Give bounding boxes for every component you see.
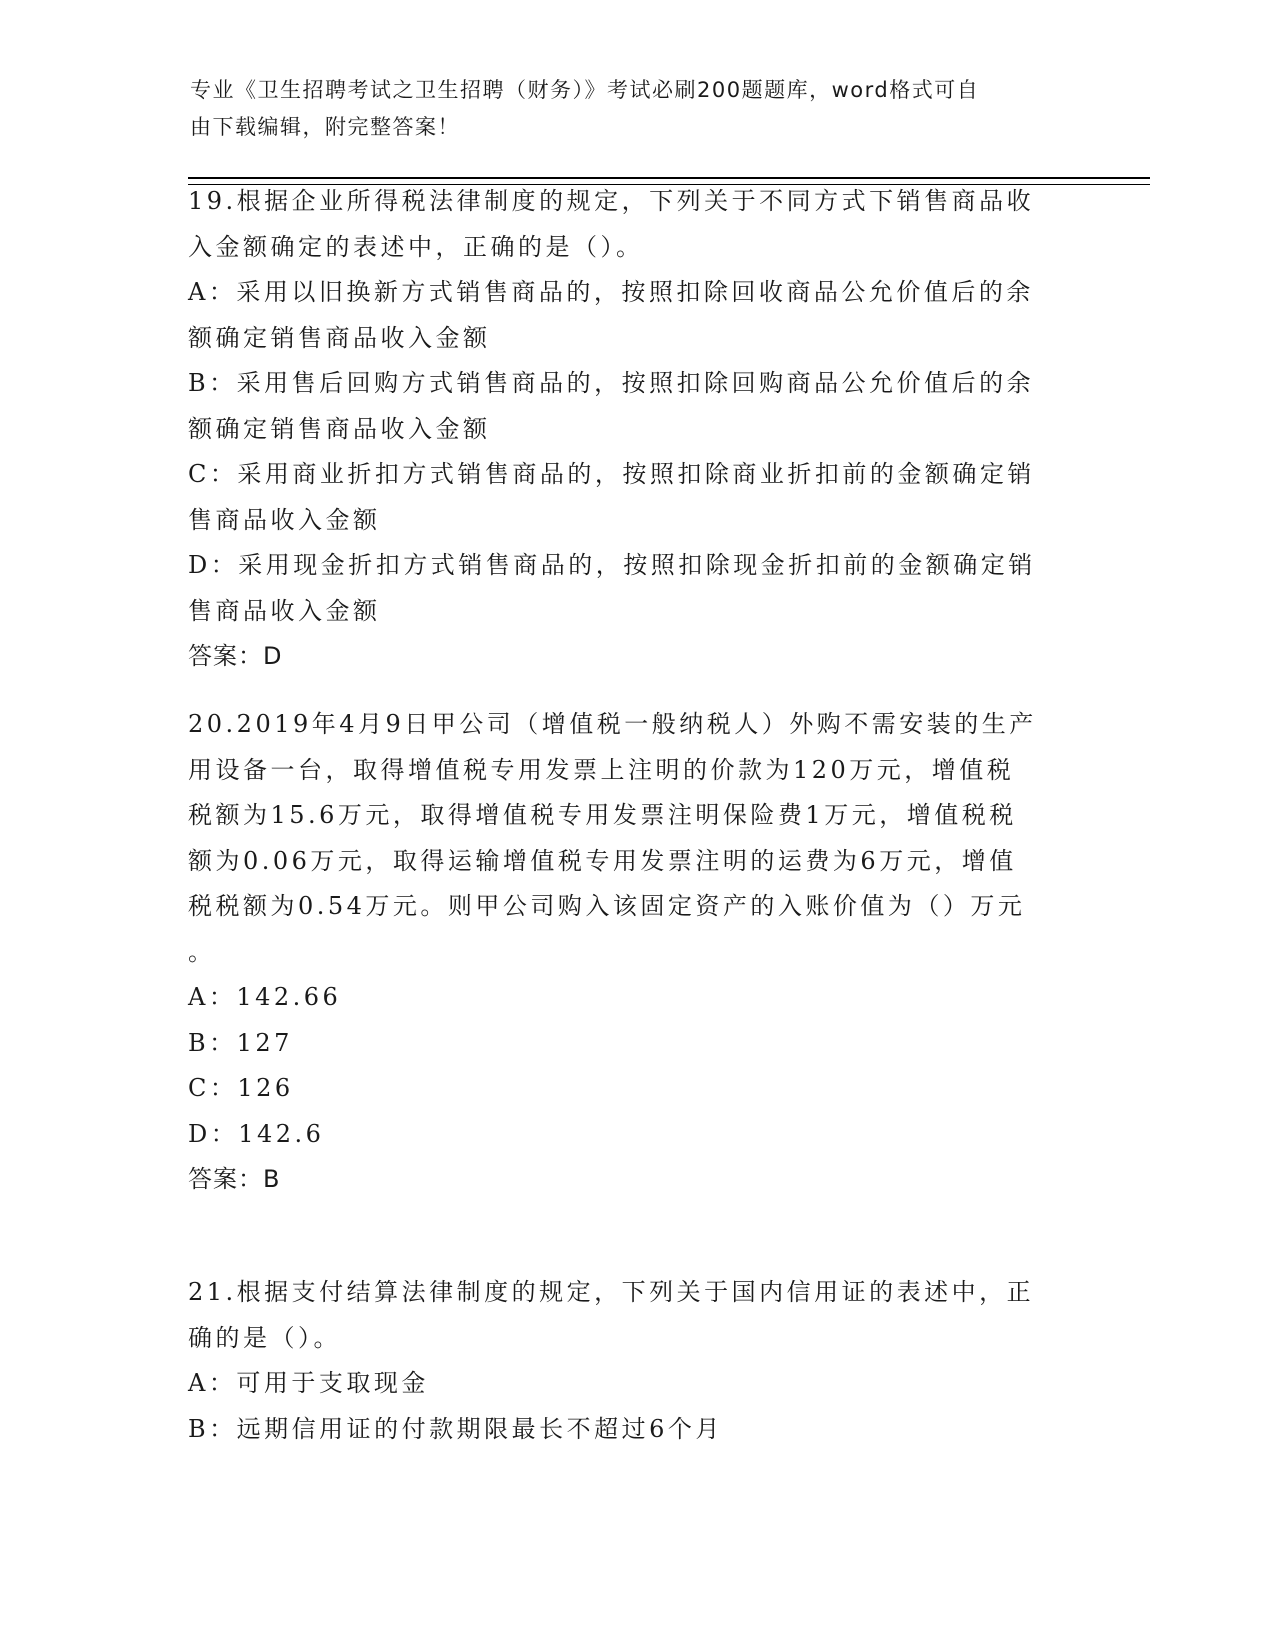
question-19 — [188, 179, 1068, 680]
question-20 — [188, 702, 1068, 1203]
option-line: D：采用现金折扣方式销售商品的，按照扣除现金折扣前的金额确定销 — [188, 551, 1036, 579]
option-line: 额确定销售商品收入金额 — [188, 414, 491, 443]
answer-label: 答案：B — [188, 1165, 281, 1193]
question-stem-line: 额为0.06万元，取得运输增值税专用发票注明的运费为6万元，增值 — [188, 846, 1017, 875]
question-21 — [188, 1270, 1068, 1452]
option-line: C：采用商业折扣方式销售商品的，按照扣除商业折扣前的金额确定销 — [188, 460, 1035, 488]
option-line: B：采用售后回购方式销售商品的，按照扣除回购商品公允价值后的余 — [188, 369, 1035, 397]
answer-label: 答案：D — [188, 642, 283, 670]
question-stem-line: 入金额确定的表述中，正确的是（）。 — [188, 232, 644, 261]
option-line: 售商品收入金额 — [188, 596, 381, 625]
option-line: B：远期信用证的付款期限最长不超过6个月 — [188, 1414, 723, 1443]
question-stem-line: 税税额为0.54万元。则甲公司购入该固定资产的入账价值为（）万元 — [188, 892, 1026, 920]
document-header — [190, 72, 1070, 146]
option-line: C：126 — [188, 1074, 294, 1102]
option-line: A：142.66 — [188, 983, 342, 1011]
question-stem-line: 税额为15.6万元，取得增值税专用发票注明保险费1万元，增值税税 — [188, 801, 1017, 829]
option-line: 额确定销售商品收入金额 — [188, 323, 491, 352]
header-line-1: 专业《卫生招聘考试之卫生招聘（财务）》考试必刷200题题库，word格式可自 — [190, 78, 980, 102]
option-line: B：127 — [188, 1028, 293, 1057]
option-line: D：142.6 — [188, 1119, 325, 1148]
question-stem-line: 确的是（）。 — [188, 1323, 341, 1352]
header-line-2: 由下载编辑，附完整答案！ — [190, 115, 460, 139]
option-line: A：采用以旧换新方式销售商品的，按照扣除回收商品公允价值后的余 — [188, 278, 1034, 306]
question-stem-line: 20.2019年4月9日甲公司（增值税一般纳税人）外购不需安装的生产 — [188, 710, 1037, 738]
question-stem-line: 。 — [188, 937, 216, 966]
question-stem-line: 21.根据支付结算法律制度的规定，下列关于国内信用证的表述中，正 — [188, 1278, 1035, 1306]
option-line: A：可用于支取现金 — [188, 1369, 429, 1397]
option-line: 售商品收入金额 — [188, 505, 381, 534]
question-stem-line: 用设备一台，取得增值税专用发票上注明的价款为120万元，增值税 — [188, 755, 1015, 784]
question-stem-line: 19.根据企业所得税法律制度的规定，下列关于不同方式下销售商品收 — [188, 187, 1035, 215]
